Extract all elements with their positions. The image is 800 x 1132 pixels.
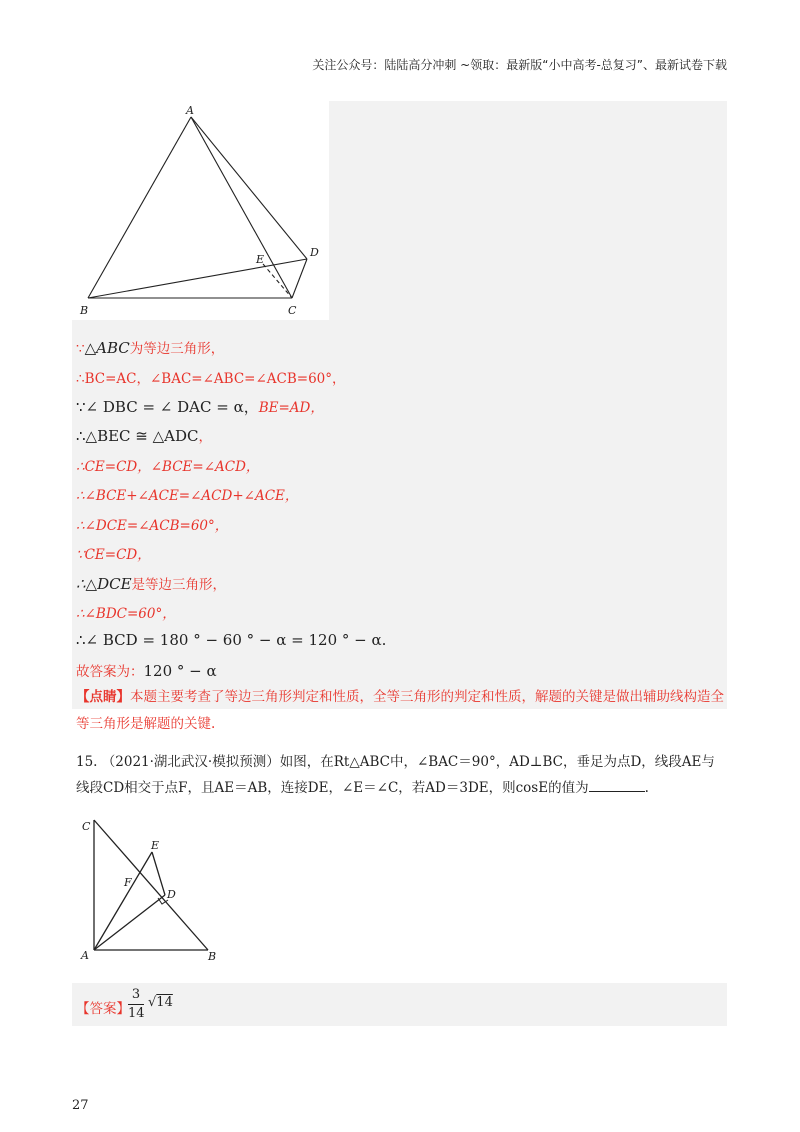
edge-ad bbox=[94, 895, 165, 950]
answer-numerator: 3 bbox=[131, 987, 141, 1002]
label-e: E bbox=[256, 253, 265, 266]
label-c: C bbox=[288, 304, 297, 317]
note-text: 本题主要考查了等边三角形判定和性质，全等三角形的判定和性质，解题的关键是做出辅助线构造全等三角形是解题的关键. bbox=[76, 689, 724, 732]
answer-box bbox=[72, 983, 727, 1026]
figure-1-svg bbox=[72, 101, 329, 320]
solution-line-3: ∵∠ DBC = ∠ DAC = α，BE=AD， bbox=[76, 398, 324, 416]
answer-denominator: 14 bbox=[128, 1006, 145, 1021]
edge-dc bbox=[292, 259, 307, 298]
answer-radical: 14 bbox=[156, 995, 173, 1010]
figure-equilateral-triangle bbox=[72, 101, 329, 320]
solution-line-5: ∴CE=CD，∠BCE=∠ACD， bbox=[76, 459, 260, 475]
answer-label: 【答案】 bbox=[76, 1001, 130, 1017]
solution-line-1: ∵△ABC为等边三角形， bbox=[76, 339, 225, 357]
label-a: A bbox=[81, 949, 89, 962]
label-d: D bbox=[167, 888, 176, 901]
edge-ae bbox=[94, 852, 152, 950]
question-15: 15. （2021·湖北武汉·模拟预测）如图，在Rt△ABC中，∠BAC＝90°，AD⊥BC，垂足为点D，线段AE与线段CD相交于点F，且AE＝AB，连接DE，∠E＝∠C，若AD＝3DE，则cosE的值为 . bbox=[76, 754, 715, 796]
question-number: 15. bbox=[76, 754, 98, 770]
label-f: F bbox=[124, 876, 132, 889]
solution-line-12: 故答案为：120 ° − α bbox=[76, 662, 217, 680]
solution-line-8: ∵CE=CD， bbox=[76, 547, 151, 563]
solution-line-9: ∴△DCE是等边三角形， bbox=[76, 575, 227, 593]
edge-ab bbox=[88, 117, 191, 298]
edge-bd bbox=[88, 259, 307, 298]
answer-fraction bbox=[128, 987, 144, 1022]
fraction-bar bbox=[128, 1004, 144, 1005]
label-b: B bbox=[208, 950, 217, 963]
label-c: C bbox=[82, 820, 91, 833]
solution-line-11: ∴∠ BCD = 180 ° − 60 ° − α = 120 ° − α. bbox=[76, 631, 387, 649]
page-header: 关注公众号：陆陆高分冲刺 ~领取：最新版“小中高考-总复习”、最新试卷下载 bbox=[312, 58, 727, 72]
solution-line-2: ∴BC=AC，∠BAC=∠ABC=∠ACB=60°， bbox=[76, 371, 346, 387]
label-e: E bbox=[151, 839, 160, 852]
answer-blank bbox=[589, 777, 645, 792]
label-b: B bbox=[80, 304, 89, 317]
note-paragraph bbox=[76, 684, 724, 738]
solution-line-6: ∴∠BCE+∠ACE=∠ACD+∠ACE， bbox=[76, 488, 299, 504]
figure-2-svg bbox=[78, 812, 228, 967]
edge-ad bbox=[191, 117, 307, 259]
label-a: A bbox=[186, 104, 194, 117]
edge-ec-dashed bbox=[263, 264, 292, 298]
label-d: D bbox=[310, 246, 319, 259]
solution-line-7: ∴∠DCE=∠ACB=60°， bbox=[76, 518, 229, 534]
answer-sqrt: √14 bbox=[148, 995, 173, 1010]
question-source: （2021·湖北武汉·模拟预测） bbox=[101, 754, 280, 770]
note-tag: 【点睛】 bbox=[76, 689, 130, 705]
solution-line-4: ∴△BEC ≅ △ADC， bbox=[76, 427, 213, 445]
question-text: 如图，在Rt△ABC中，∠BAC＝90°，AD⊥BC，垂足为点D，线段AE与线段CD相交于点F，且AE＝AB，连接DE，∠E＝∠C，若AD＝3DE，则cosE的值为 bbox=[76, 754, 715, 796]
solution-line-10: ∴∠BDC=60°， bbox=[76, 606, 176, 622]
page-number: 27 bbox=[72, 1098, 89, 1113]
figure-right-triangle bbox=[78, 812, 228, 967]
